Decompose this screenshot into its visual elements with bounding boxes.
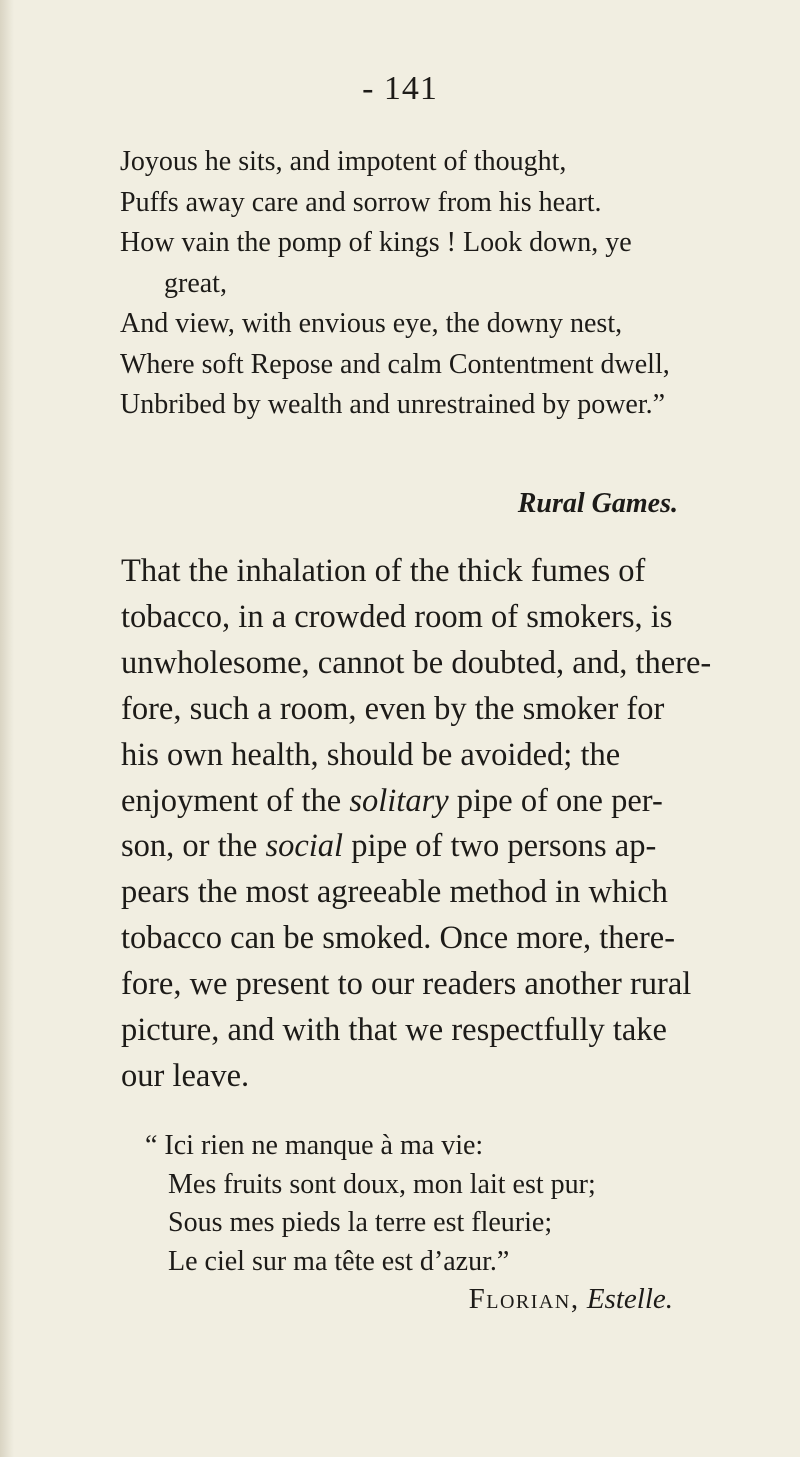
text-run: picture, and with that we respectfully take bbox=[121, 1012, 667, 1049]
verse-attribution: Rural Games. bbox=[517, 488, 678, 519]
french-verse-line: Le ciel sur ma tête est d’azur.” bbox=[168, 1246, 510, 1278]
text-run: his own health, should be avoided; the bbox=[121, 736, 621, 773]
attribution-work: Estelle. bbox=[586, 1283, 673, 1315]
text-run: That the inhalation of the thick fumes of bbox=[121, 553, 646, 589]
french-verse-quotation bbox=[145, 1127, 745, 1282]
text-run: tobacco, in a crowded room of smokers, is bbox=[121, 598, 673, 635]
text-run: fore, we present to our readers another rural bbox=[121, 966, 692, 1003]
body-paragraph bbox=[121, 549, 711, 1100]
verse-line: Puffs away care and sorrow from his heart. bbox=[120, 186, 602, 218]
attribution-author: Florian, bbox=[468, 1283, 580, 1315]
text-run: pipe of two persons ap- bbox=[343, 828, 657, 865]
verse-line: How vain the pomp of kings ! Look down, ye bbox=[120, 227, 632, 258]
verse-line: Joyous he sits, and impotent of thought, bbox=[120, 146, 567, 177]
verse-line: Where soft Repose and calm Contentment dwell, bbox=[120, 348, 670, 380]
verse-line: And view, with envious eye, the downy nest, bbox=[120, 308, 623, 339]
french-verse-line: Sous mes pieds la terre est fleurie; bbox=[168, 1207, 553, 1239]
verse-line: great, bbox=[164, 267, 227, 299]
paragraph-line bbox=[121, 916, 711, 962]
french-attribution bbox=[469, 1283, 673, 1316]
text-run: pears the most agreeable method in which bbox=[121, 874, 668, 911]
paragraph-line bbox=[121, 779, 711, 825]
italic-text-run: social bbox=[265, 828, 344, 865]
text-run: our leave. bbox=[121, 1057, 250, 1094]
paragraph-line bbox=[121, 1008, 711, 1054]
paragraph-line bbox=[121, 870, 711, 916]
paragraph-line bbox=[121, 824, 711, 870]
paragraph-line bbox=[121, 549, 711, 595]
paragraph-line bbox=[121, 641, 711, 687]
french-verse-line: “ Ici rien ne manque à ma vie: bbox=[145, 1130, 484, 1161]
text-run: tobacco can be smoked. Once more, there- bbox=[121, 920, 676, 957]
english-verse-quotation bbox=[120, 142, 760, 426]
italic-text-run: solitary bbox=[349, 782, 449, 819]
text-run: son, or the bbox=[121, 828, 266, 865]
paragraph-line bbox=[121, 962, 711, 1008]
paragraph-line bbox=[121, 1054, 711, 1100]
paragraph-line bbox=[121, 687, 711, 733]
text-run: pipe of one per- bbox=[448, 782, 663, 819]
paragraph-line bbox=[121, 733, 711, 779]
paragraph-line bbox=[121, 595, 711, 641]
page-edge-shadow bbox=[0, 0, 14, 1457]
text-run: enjoyment of the bbox=[121, 782, 350, 819]
text-run: unwholesome, cannot be doubted, and, there- bbox=[121, 644, 712, 681]
french-verse-line: Mes fruits sont doux, mon lait est pur; bbox=[168, 1168, 596, 1200]
text-run: fore, such a room, even by the smoker for bbox=[121, 690, 665, 727]
verse-line: Unbribed by wealth and unrestrained by power.” bbox=[120, 389, 666, 420]
page-number: - 141 bbox=[362, 70, 438, 107]
